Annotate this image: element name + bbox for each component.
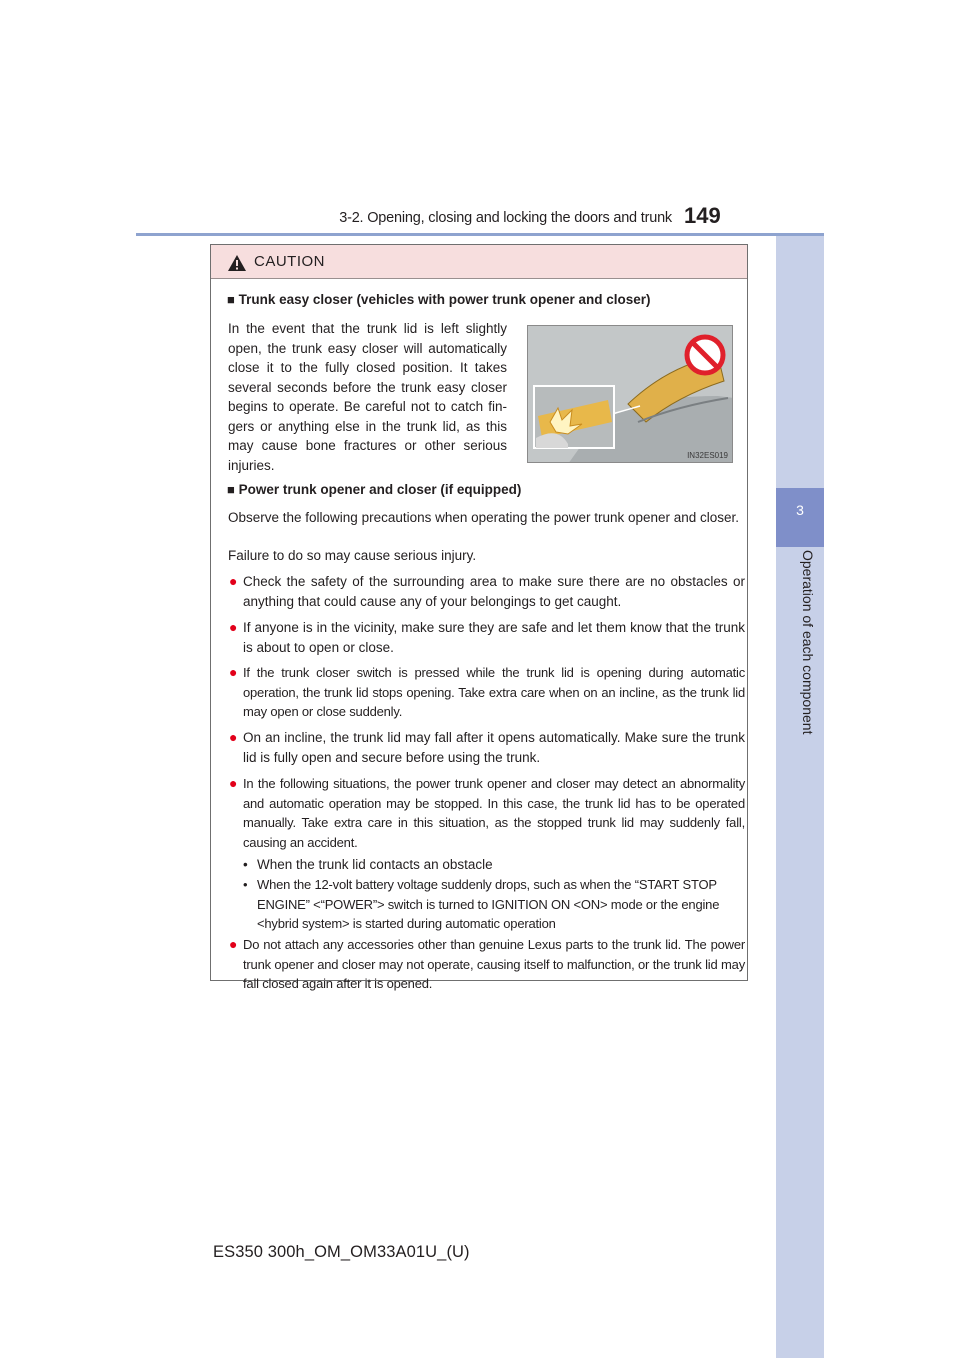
sub-bullet-dot-icon: • — [243, 877, 248, 892]
bullet-dot-icon: ● — [229, 936, 238, 952]
trunk-closer-illustration — [527, 325, 733, 463]
prohibition-icon — [684, 334, 726, 376]
bullet-item: ● On an incline, the trunk lid may fall after it opens automatically. Make sure the trunk lid is fully open and secure before using the trunk. — [229, 729, 745, 765]
square-bullet-icon: ■ — [227, 292, 235, 307]
bullet-item: ● In the following situations, the power trunk opener and closer may detect an abnormality and automatic operation may be stopped. In this case, the trunk lid has to be operated manually. Take extra care in this situation, as the stopped trunk lid may suddenly fall, causing an accident. — [229, 775, 745, 850]
sub-bullet-dot-icon: • — [243, 857, 248, 872]
section-heading-trunk-easy-closer: ■ Trunk easy closer (vehicles with power trunk opener and closer) — [227, 292, 651, 307]
header-rule — [136, 233, 824, 236]
bullet-dot-icon: ● — [229, 729, 238, 745]
chapter-side-strip — [776, 236, 824, 1358]
sub-bullet-item: • When the 12-volt battery voltage suddenly drops, such as when the “START STOP ENGINE” <“POWER”> switch is turned to IGNITION ON <ON> mode or the engine <hybrid system> is started during automatic operation — [243, 877, 720, 931]
chapter-number: 3 — [796, 502, 804, 518]
warning-triangle-icon — [227, 254, 247, 272]
square-bullet-icon: ■ — [227, 482, 235, 497]
chapter-label: Operation of each component — [800, 550, 816, 735]
bullet-item: ● Check the safety of the surrounding area to make sure there are no obstacles or anything that could cause any of your belongings to get caught. — [229, 573, 745, 609]
bullet-dot-icon: ● — [229, 573, 238, 589]
caution-label: CAUTION — [254, 253, 325, 270]
document-id: ES350 300h_OM_OM33A01U_(U) — [213, 1243, 470, 1261]
figure-code: IN32ES019 — [687, 451, 728, 460]
bullet-dot-icon: ● — [229, 619, 238, 635]
power-trunk-intro-2: Failure to do so may cause serious injury. — [228, 548, 477, 563]
section-title: 3-2. Opening, closing and locking the doors and trunk — [339, 210, 672, 226]
chapter-tab[interactable] — [776, 488, 824, 547]
sub-bullet-item: • When the trunk lid contacts an obstacle — [243, 855, 745, 875]
power-trunk-intro: Observe the following precautions when operating the power trunk opener and closer. — [228, 510, 740, 525]
trunk-easy-closer-text: In the event that the trunk lid is left slightly open, the trunk easy closer will automatically close it to the fully closed position. It takes several seconds before the trunk easy closer begins to operate. Be careful not to catch fin-gers or anything else in the trunk lid, as this may cause bone fractures or other serious injuries. — [228, 321, 507, 473]
bullet-item: ● If anyone is in the vicinity, make sure they are safe and let them know that the trunk is about to open or close. — [229, 619, 745, 655]
page-number: 149 — [684, 203, 721, 228]
bullet-item: ● If the trunk closer switch is pressed while the trunk lid is opening during automatic operation, the trunk lid stops opening. Take extra care when on an incline, as the trunk lid may open or close suddenly. — [229, 664, 745, 719]
caution-header — [211, 245, 747, 279]
bullet-item: ● Do not attach any accessories other than genuine Lexus parts to the trunk lid. The power trunk opener and closer may not operate, causing itself to malfunction, or the trunk lid may fall closed again after it is opened. — [229, 936, 745, 991]
caution-box — [210, 244, 748, 991]
section-heading-power-trunk: ■ Power trunk opener and closer (if equipped) — [227, 482, 522, 497]
bullet-dot-icon: ● — [229, 775, 238, 791]
bullet-dot-icon: ● — [229, 664, 238, 680]
